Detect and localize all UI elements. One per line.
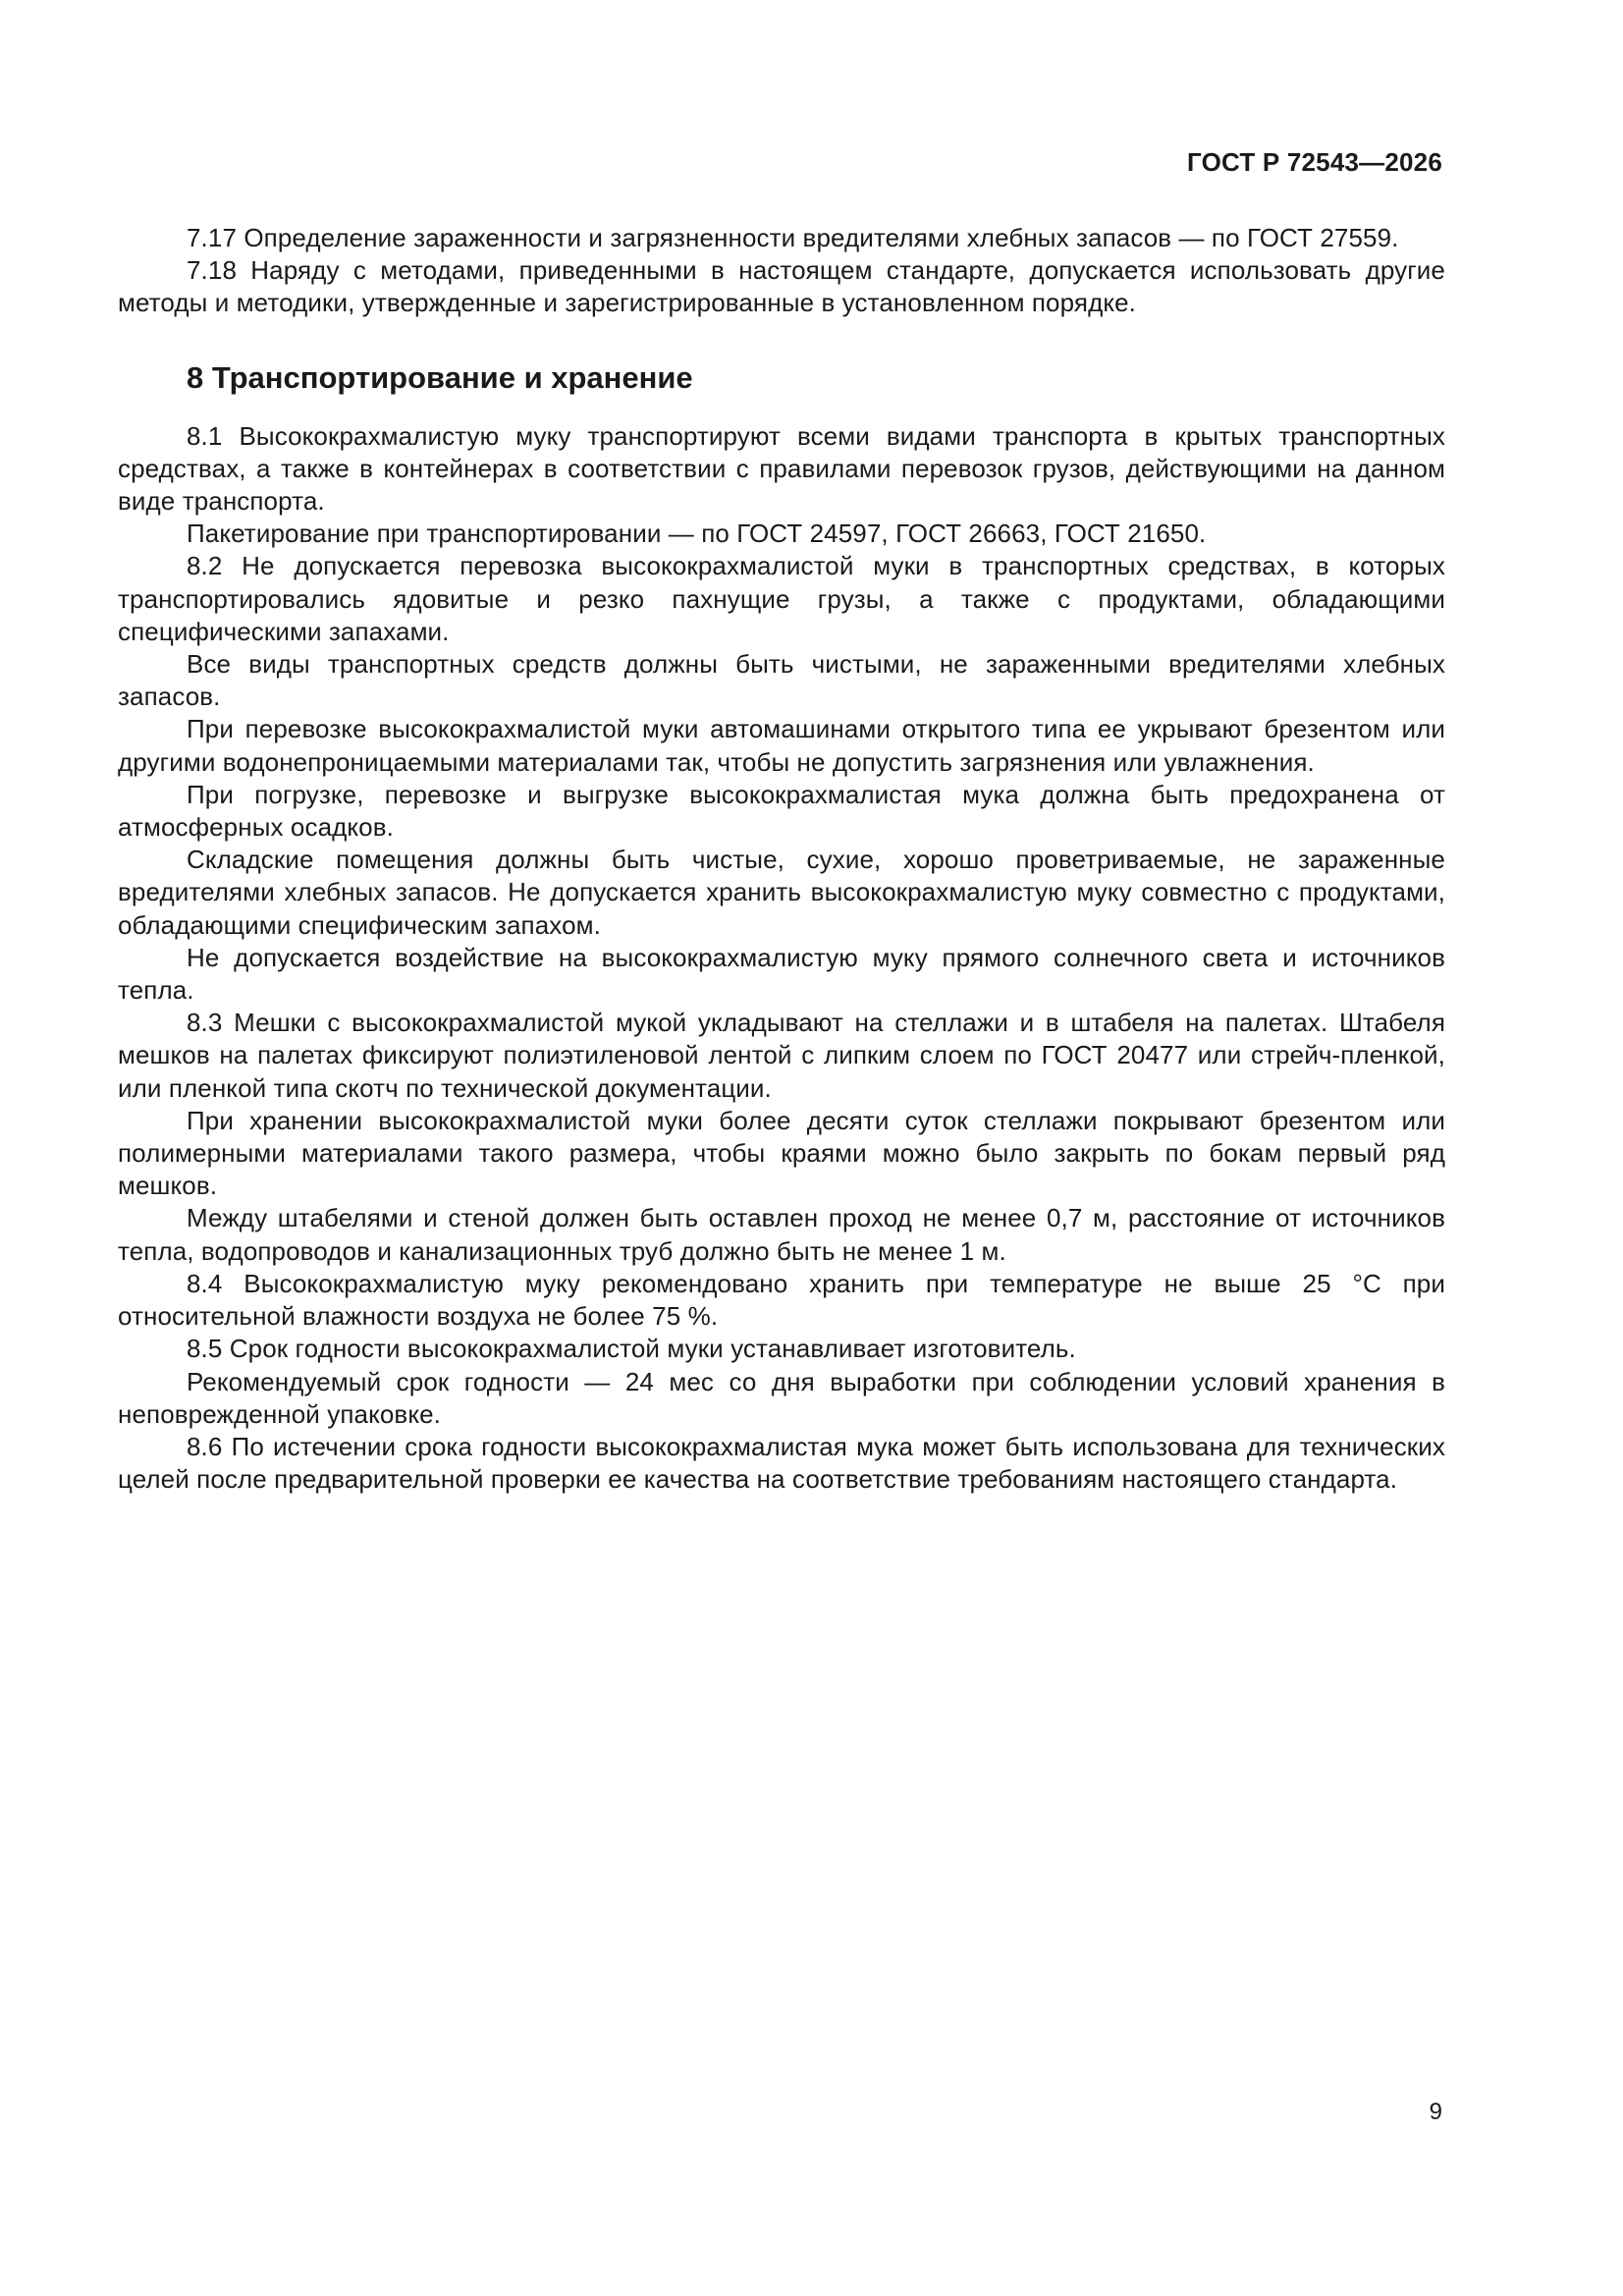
paragraph-storage-cover: При хранении высококрахмалистой муки более десяти суток стеллажи покрывают брезентом или полимерными материалами такого размера, чтобы краями можно было закрыть по бокам первый ряд мешков.	[118, 1105, 1445, 1201]
paragraph-packaging: Пакетирование при транспортировании — по ГОСТ 24597, ГОСТ 26663, ГОСТ 21650.	[187, 519, 1207, 549]
paragraph-sunlight: Не допускается воздействие на высококрахмалистую муку прямого солнечного света и источников тепла.	[118, 942, 1445, 1006]
section-heading: 8 Транспортирование и хранение	[187, 359, 693, 395]
document-body	[118, 222, 1445, 1496]
paragraph-8-2: 8.2 Не допускается перевозка высококрахмалистой муки в транспортных средствах, в которых транспортировались ядовитые и резко пахнущие грузы, а также с продуктами, обладающими специфическими запахами.	[118, 551, 1445, 646]
paragraph-vehicles-clean: Все виды транспортных средств должны быть чистыми, не зараженными вредителями хлебных запасов.	[118, 649, 1445, 712]
paragraph-8-6: 8.6 По истечении срока годности высококрахмалистая мука может быть использована для технических целей после предварительной проверки ее качества на соответствие требованиям настоящего стандарта.	[118, 1431, 1445, 1495]
paragraph-storage-rooms: Складские помещения должны быть чистые, сухие, хорошо проветриваемые, не зараженные вредителями хлебных запасов. Не допускается хранить высококрахмалистую муку совместно с продуктами, обладающими специфическим запахом.	[118, 845, 1445, 940]
paragraph-8-4: 8.4 Высококрахмалистую муку рекомендовано хранить при температуре не выше 25 °С при относительной влажности воздуха не более 75 %.	[118, 1268, 1445, 1332]
paragraph-loading: При погрузке, перевозке и выгрузке высококрахмалистая мука должна быть предохранена от атмосферных осадков.	[118, 779, 1445, 843]
paragraph-passage: Между штабелями и стеной должен быть оставлен проход не менее 0,7 м, расстояние от источников тепла, водопроводов и канализационных труб должно быть не менее 1 м.	[118, 1203, 1445, 1266]
paragraph-7-18: 7.18 Наряду с методами, приведенными в настоящем стандарте, допускается использовать другие методы и методики, утвержденные и зарегистрированные в установленном порядке.	[118, 255, 1445, 318]
page-number: 9	[1429, 2099, 1442, 2125]
document-code-header: ГОСТ Р 72543—2026	[1187, 147, 1442, 177]
paragraph-8-3: 8.3 Мешки с высококрахмалистой мукой укладывают на стеллажи и в штабеля на палетах. Штабеля мешков на палетах фиксируют полиэтиленовой лентой с липким слоем по ГОСТ 20477 или стрейч-пленкой, или пленкой типа скотч по технической документации.	[118, 1008, 1445, 1103]
paragraph-8-5: 8.5 Срок годности высококрахмалистой муки устанавливает изготовитель.	[187, 1334, 1076, 1364]
paragraph-open-trucks: При перевозке высококрахмалистой муки автомашинами открытого типа ее укрывают брезентом или другими водонепроницаемыми материалами так, чтобы не допустить загрязнения или увлажнения.	[118, 714, 1445, 777]
paragraph-shelf-life: Рекомендуемый срок годности — 24 мес со дня выработки при соблюдении условий хранения в неповрежденной упаковке.	[118, 1366, 1445, 1429]
paragraph-7-17: 7.17 Определение зараженности и загрязненности вредителями хлебных запасов — по ГОСТ 27559.	[187, 223, 1399, 252]
paragraph-8-1: 8.1 Высококрахмалистую муку транспортируют всеми видами транспорта в крытых транспортных средствах, а также в контейнерах в соответствии с правилами перевозок грузов, действующими на данном виде транспорта.	[118, 420, 1445, 517]
